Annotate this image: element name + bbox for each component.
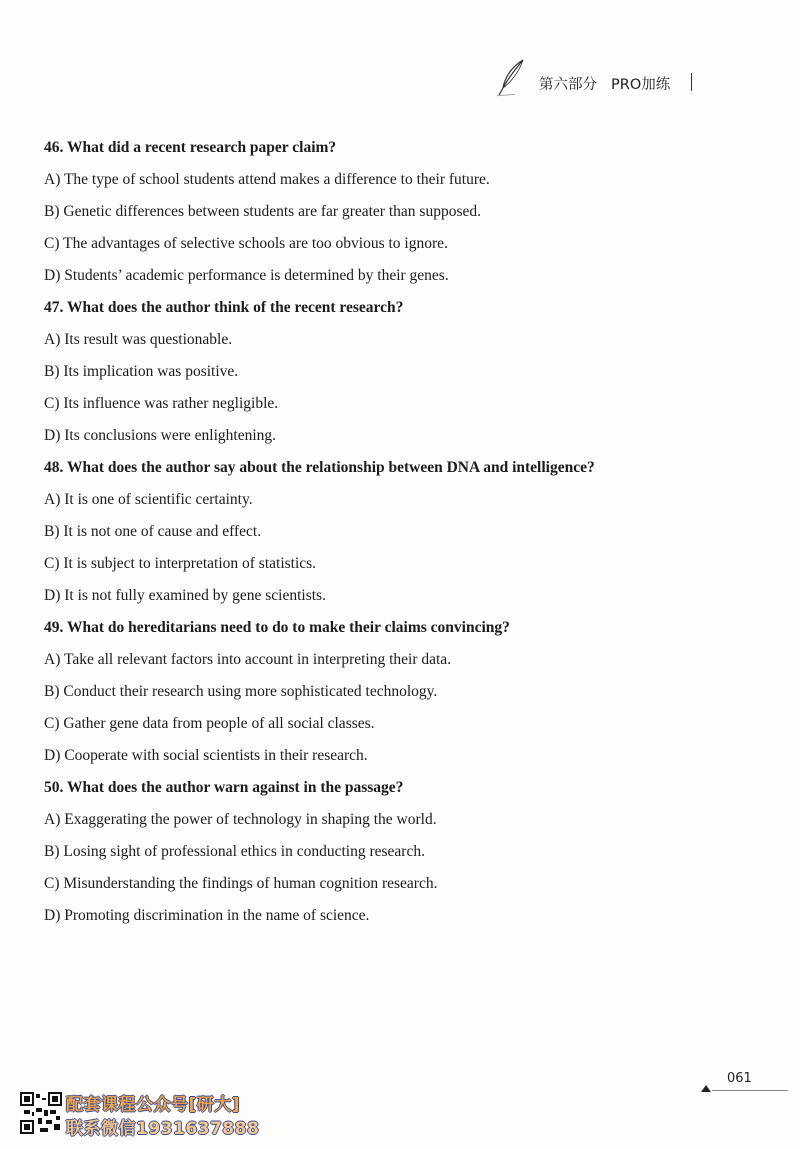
question-48 <box>44 458 744 618</box>
question-title: 50. What does the author warn against in the passage? <box>44 779 404 796</box>
promo-line-1: 配套课程公众号[研大] <box>66 1095 241 1115</box>
header-divider <box>691 73 692 91</box>
option-d: D) Its conclusions were enlightening. <box>44 427 277 444</box>
page-number: 061 <box>727 1071 752 1086</box>
option-a: A) The type of school students attend makes a difference to their future. <box>44 171 490 188</box>
option-b: B) Its implication was positive. <box>44 363 239 380</box>
option-a: A) Take all relevant factors into account in interpreting their data. <box>44 651 452 668</box>
option-a: A) Exaggerating the power of technology in shaping the world. <box>44 811 437 828</box>
question-50 <box>44 778 744 938</box>
question-list <box>44 138 744 938</box>
promo-line-2: 联系微信1931637888 <box>66 1119 260 1139</box>
option-c: C) It is subject to interpretation of statistics. <box>44 555 317 572</box>
header-title <box>539 73 670 94</box>
option-c: C) Misunderstanding the findings of human cognition research. <box>44 875 438 892</box>
option-c: C) Its influence was rather negligible. <box>44 395 279 412</box>
part-label: 第六部分 <box>539 77 597 93</box>
question-title: 46. What did a recent research paper claim? <box>44 139 337 156</box>
option-a: A) It is one of scientific certainty. <box>44 491 253 508</box>
section-label: PRO加练 <box>611 77 671 93</box>
question-title: 48. What does the author say about the relationship between DNA and intelligence? <box>44 459 595 476</box>
qr-code-icon <box>20 1092 62 1134</box>
question-46 <box>44 138 744 298</box>
promo-watermark <box>20 1090 320 1140</box>
page-marker-triangle <box>701 1085 711 1092</box>
question-title: 47. What does the author think of the recent research? <box>44 299 404 316</box>
page-marker-line <box>712 1090 788 1091</box>
option-a: A) Its result was questionable. <box>44 331 233 348</box>
option-d: D) Cooperate with social scientists in their research. <box>44 747 368 764</box>
option-c: C) Gather gene data from people of all social classes. <box>44 715 375 732</box>
question-49 <box>44 618 744 778</box>
question-47 <box>44 298 744 458</box>
option-d: D) Students’ academic performance is determined by their genes. <box>44 267 449 284</box>
quill-pen-icon <box>495 58 529 98</box>
option-b: B) It is not one of cause and effect. <box>44 523 262 540</box>
page-header <box>495 58 725 102</box>
question-title: 49. What do hereditarians need to do to make their claims convincing? <box>44 619 510 636</box>
option-d: D) It is not fully examined by gene scientists. <box>44 587 326 604</box>
option-b: B) Genetic differences between students are far greater than supposed. <box>44 203 481 220</box>
option-c: C) The advantages of selective schools are too obvious to ignore. <box>44 235 448 252</box>
option-b: B) Conduct their research using more sophisticated technology. <box>44 683 438 700</box>
option-d: D) Promoting discrimination in the name of science. <box>44 907 370 924</box>
option-b: B) Losing sight of professional ethics in conducting research. <box>44 843 425 860</box>
